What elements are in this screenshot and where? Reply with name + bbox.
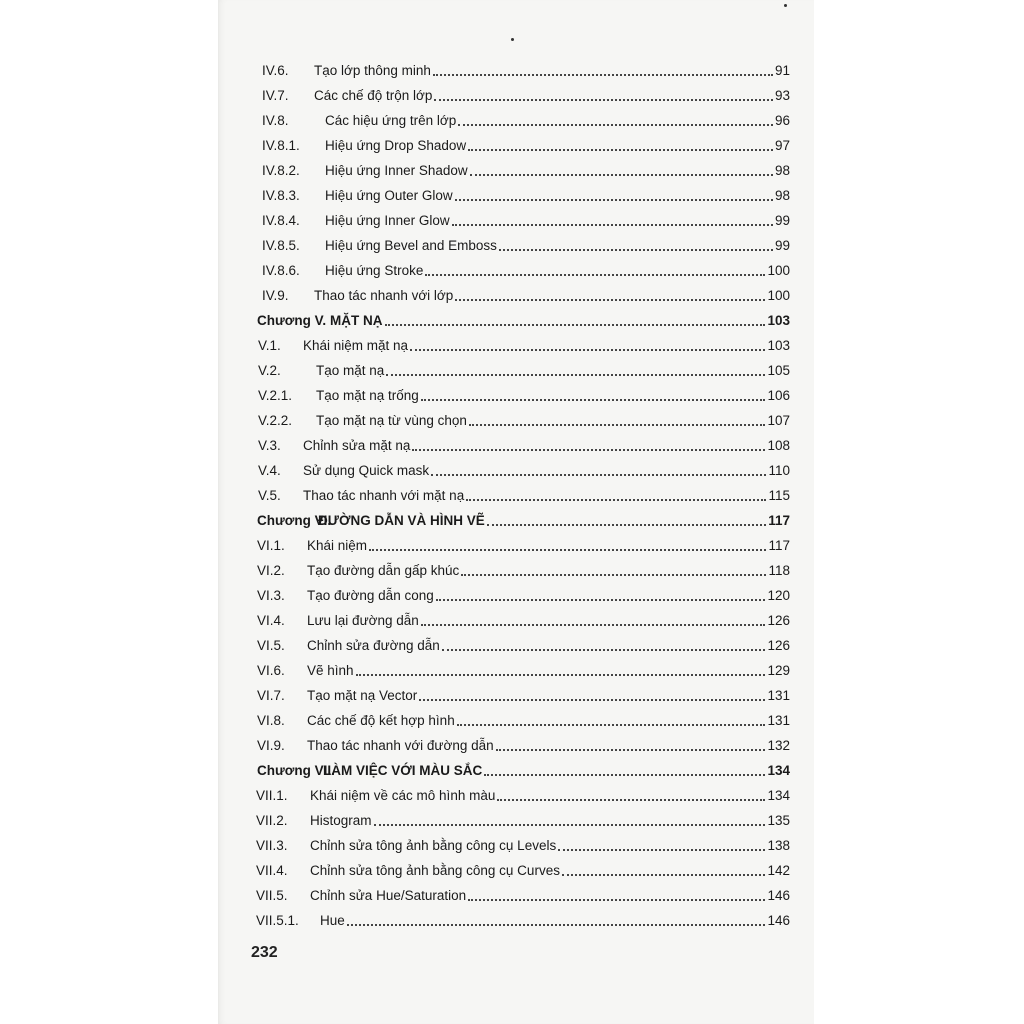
toc-entry xyxy=(0,360,1024,382)
section-number: VII.1. xyxy=(256,788,288,803)
section-title: Hiệu ứng Drop Shadow xyxy=(325,138,467,153)
section-title: Hue xyxy=(320,913,345,928)
dot-leader xyxy=(436,599,766,601)
section-number: V.4. xyxy=(258,463,281,478)
chapter-row xyxy=(0,760,1024,782)
section-number: VI.9. xyxy=(257,738,285,753)
toc-entry xyxy=(0,810,1024,832)
toc-entry xyxy=(0,185,1024,207)
dot-leader xyxy=(466,499,766,501)
section-title: Các chế độ trộn lớp xyxy=(314,88,433,103)
chapter-title: ĐƯỜNG DẪN VÀ HÌNH VẼ xyxy=(318,513,485,528)
section-title: Khái niệm về các mô hình màu xyxy=(310,788,496,803)
page-ref: 142 xyxy=(767,863,790,878)
dot-leader xyxy=(484,774,765,776)
dot-leader xyxy=(468,899,765,901)
toc-entry xyxy=(0,235,1024,257)
section-title: Chỉnh sửa Hue/Saturation xyxy=(310,888,467,903)
page-ref: 120 xyxy=(767,588,790,603)
chapter-title: LÀM VIỆC VỚI MÀU SẮC xyxy=(323,763,483,778)
dot-leader xyxy=(369,549,766,551)
section-number: VI.2. xyxy=(257,563,285,578)
page-ref: 100 xyxy=(767,288,790,303)
section-title: Tạo đường dẫn gấp khúc xyxy=(307,563,460,578)
section-title: Lưu lại đường dẫn xyxy=(307,613,419,628)
page-ref: 134 xyxy=(767,788,790,803)
dot-leader xyxy=(496,749,766,751)
toc-entry xyxy=(0,485,1024,507)
section-number: V.2.1. xyxy=(258,388,293,403)
section-number: VI.5. xyxy=(257,638,285,653)
section-number: VI.7. xyxy=(257,688,285,703)
dot-leader xyxy=(425,274,765,276)
page-ref: 99 xyxy=(774,213,790,228)
page-ref: 105 xyxy=(767,363,790,378)
page-ref: 99 xyxy=(774,238,790,253)
section-number: VI.4. xyxy=(257,613,285,628)
section-number: VI.6. xyxy=(257,663,285,678)
section-title: Hiệu ứng Stroke xyxy=(325,263,424,278)
page-ref: 129 xyxy=(767,663,790,678)
section-number: Chương V. xyxy=(257,313,327,328)
page-ref: 138 xyxy=(767,838,790,853)
section-title: Vẽ hình xyxy=(307,663,354,678)
dot-leader xyxy=(461,574,766,576)
dot-leader xyxy=(419,699,765,701)
toc-entry xyxy=(0,110,1024,132)
dot-leader xyxy=(412,449,765,451)
dot-leader xyxy=(468,149,773,151)
section-title: Các chế độ kết hợp hình xyxy=(307,713,455,728)
page-ref: 103 xyxy=(767,338,790,353)
dot-leader xyxy=(455,199,773,201)
toc-entry xyxy=(0,585,1024,607)
toc-entry xyxy=(0,735,1024,757)
toc-entry xyxy=(0,835,1024,857)
toc-entry xyxy=(0,160,1024,182)
section-title: Thao tác nhanh với đường dẫn xyxy=(307,738,494,753)
toc-entry xyxy=(0,285,1024,307)
toc-entry xyxy=(0,435,1024,457)
section-title: Chỉnh sửa đường dẫn xyxy=(307,638,440,653)
page-ref: 118 xyxy=(768,563,790,578)
section-title: Tạo lớp thông minh xyxy=(314,63,431,78)
dot-leader xyxy=(497,799,765,801)
toc-entry xyxy=(0,60,1024,82)
page-ref: 134 xyxy=(767,763,790,778)
section-number: IV.8.6. xyxy=(262,263,300,278)
section-title: Histogram xyxy=(310,813,372,828)
section-number: VII.3. xyxy=(256,838,288,853)
dot-leader xyxy=(386,374,765,376)
page-ref: 117 xyxy=(768,538,790,553)
section-number: Chương VI. xyxy=(257,513,332,528)
section-number: VII.5. xyxy=(256,888,288,903)
section-number: VI.1. xyxy=(257,538,285,553)
page-ref: 131 xyxy=(767,688,790,703)
section-title: Tạo mặt nạ từ vùng chọn xyxy=(316,413,467,428)
section-title: Thao tác nhanh với mặt nạ xyxy=(303,488,465,503)
dot-leader xyxy=(421,624,766,626)
section-number: IV.8.5. xyxy=(262,238,300,253)
page-ref: 131 xyxy=(767,713,790,728)
toc-entry xyxy=(0,910,1024,932)
chapter-title: MẶT NẠ xyxy=(330,313,383,328)
section-number: IV.7. xyxy=(262,88,289,103)
section-title: Tạo mặt nạ trống xyxy=(316,388,419,403)
toc-entry xyxy=(0,785,1024,807)
toc-entry xyxy=(0,710,1024,732)
page-ref: 103 xyxy=(767,313,790,328)
dot-leader xyxy=(499,249,773,251)
section-number: IV.6. xyxy=(262,63,289,78)
dot-leader xyxy=(469,424,766,426)
dot-leader xyxy=(558,849,765,851)
section-number: VI.8. xyxy=(257,713,285,728)
section-number: IV.8.4. xyxy=(262,213,300,228)
dot-leader xyxy=(410,349,765,351)
section-number: IV.8.1. xyxy=(262,138,300,153)
toc-entry xyxy=(0,685,1024,707)
toc-entry xyxy=(0,210,1024,232)
toc-entry xyxy=(0,860,1024,882)
section-number: V.5. xyxy=(258,488,281,503)
toc-entry xyxy=(0,85,1024,107)
toc-entry xyxy=(0,460,1024,482)
section-title: Chỉnh sửa tông ảnh bằng công cụ Curves xyxy=(310,863,560,878)
dot-leader xyxy=(347,924,766,926)
section-number: IV.9. xyxy=(262,288,289,303)
dot-leader xyxy=(434,99,773,101)
dot-leader xyxy=(458,124,773,126)
page-ref: 108 xyxy=(767,438,790,453)
section-number: V.2. xyxy=(258,363,281,378)
page-ref: 146 xyxy=(767,913,790,928)
section-title: Thao tác nhanh với lớp xyxy=(314,288,454,303)
section-title: Khái niệm mặt nạ xyxy=(303,338,409,353)
dot-leader xyxy=(431,474,766,476)
page-ref: 93 xyxy=(774,88,790,103)
page-ref: 98 xyxy=(774,188,790,203)
page-ref: 126 xyxy=(767,638,790,653)
page-ref: 135 xyxy=(767,813,790,828)
page-ref: 98 xyxy=(774,163,790,178)
section-number: Chương VII. xyxy=(257,763,335,778)
toc-entry xyxy=(0,410,1024,432)
page-ref: 106 xyxy=(767,388,790,403)
dot-leader xyxy=(455,299,765,301)
page-ref: 146 xyxy=(767,888,790,903)
page-ref: 107 xyxy=(767,413,790,428)
dot-leader xyxy=(457,724,766,726)
section-title: Tạo mặt nạ xyxy=(316,363,385,378)
page-ref: 110 xyxy=(768,463,790,478)
section-number: V.1. xyxy=(258,338,281,353)
toc-entry xyxy=(0,335,1024,357)
section-number: VII.5.1. xyxy=(256,913,299,928)
section-title: Chỉnh sửa mặt nạ xyxy=(303,438,411,453)
toc-entry xyxy=(0,885,1024,907)
chapter-row xyxy=(0,310,1024,332)
toc-entry xyxy=(0,260,1024,282)
section-number: VI.3. xyxy=(257,588,285,603)
section-title: Tạo mặt nạ Vector xyxy=(307,688,418,703)
toc-entry xyxy=(0,610,1024,632)
section-number: VII.2. xyxy=(256,813,288,828)
dot-leader xyxy=(421,399,766,401)
page-ref: 117 xyxy=(768,513,790,528)
page-ref: 97 xyxy=(774,138,790,153)
dot-leader xyxy=(470,174,773,176)
section-number: IV.8.2. xyxy=(262,163,300,178)
toc-entry xyxy=(0,535,1024,557)
toc-entry xyxy=(0,385,1024,407)
page-number: 232 xyxy=(251,944,278,961)
section-title: Chỉnh sửa tông ảnh bằng công cụ Levels xyxy=(310,838,557,853)
section-title: Tạo đường dẫn cong xyxy=(307,588,434,603)
section-number: IV.8.3. xyxy=(262,188,300,203)
dot-leader xyxy=(385,324,766,326)
chapter-row xyxy=(0,510,1024,532)
dot-leader xyxy=(442,649,766,651)
dot-leader xyxy=(487,524,766,526)
section-title: Sử dụng Quick mask xyxy=(303,463,430,478)
section-title: Các hiệu ứng trên lớp xyxy=(325,113,457,128)
section-title: Hiệu ứng Outer Glow xyxy=(325,188,453,203)
page-ref: 96 xyxy=(774,113,790,128)
page-ref: 132 xyxy=(767,738,790,753)
page-ref: 91 xyxy=(774,63,790,78)
page-ref: 126 xyxy=(767,613,790,628)
toc-entry xyxy=(0,560,1024,582)
page-ref: 115 xyxy=(768,488,790,503)
section-title: Hiệu ứng Bevel and Emboss xyxy=(325,238,497,253)
section-number: IV.8. xyxy=(262,113,289,128)
toc-entry xyxy=(0,635,1024,657)
section-title: Hiệu ứng Inner Shadow xyxy=(325,163,468,178)
dot-leader xyxy=(356,674,766,676)
toc-entry xyxy=(0,660,1024,682)
section-title: Hiệu ứng Inner Glow xyxy=(325,213,450,228)
section-number: V.3. xyxy=(258,438,281,453)
section-title: Khái niệm xyxy=(307,538,368,553)
dot-leader xyxy=(433,74,773,76)
toc-entry xyxy=(0,135,1024,157)
section-number: V.2.2. xyxy=(258,413,293,428)
section-number: VII.4. xyxy=(256,863,288,878)
dot-leader xyxy=(452,224,773,226)
page-ref: 100 xyxy=(767,263,790,278)
dot-leader xyxy=(374,824,766,826)
dot-leader xyxy=(562,874,766,876)
